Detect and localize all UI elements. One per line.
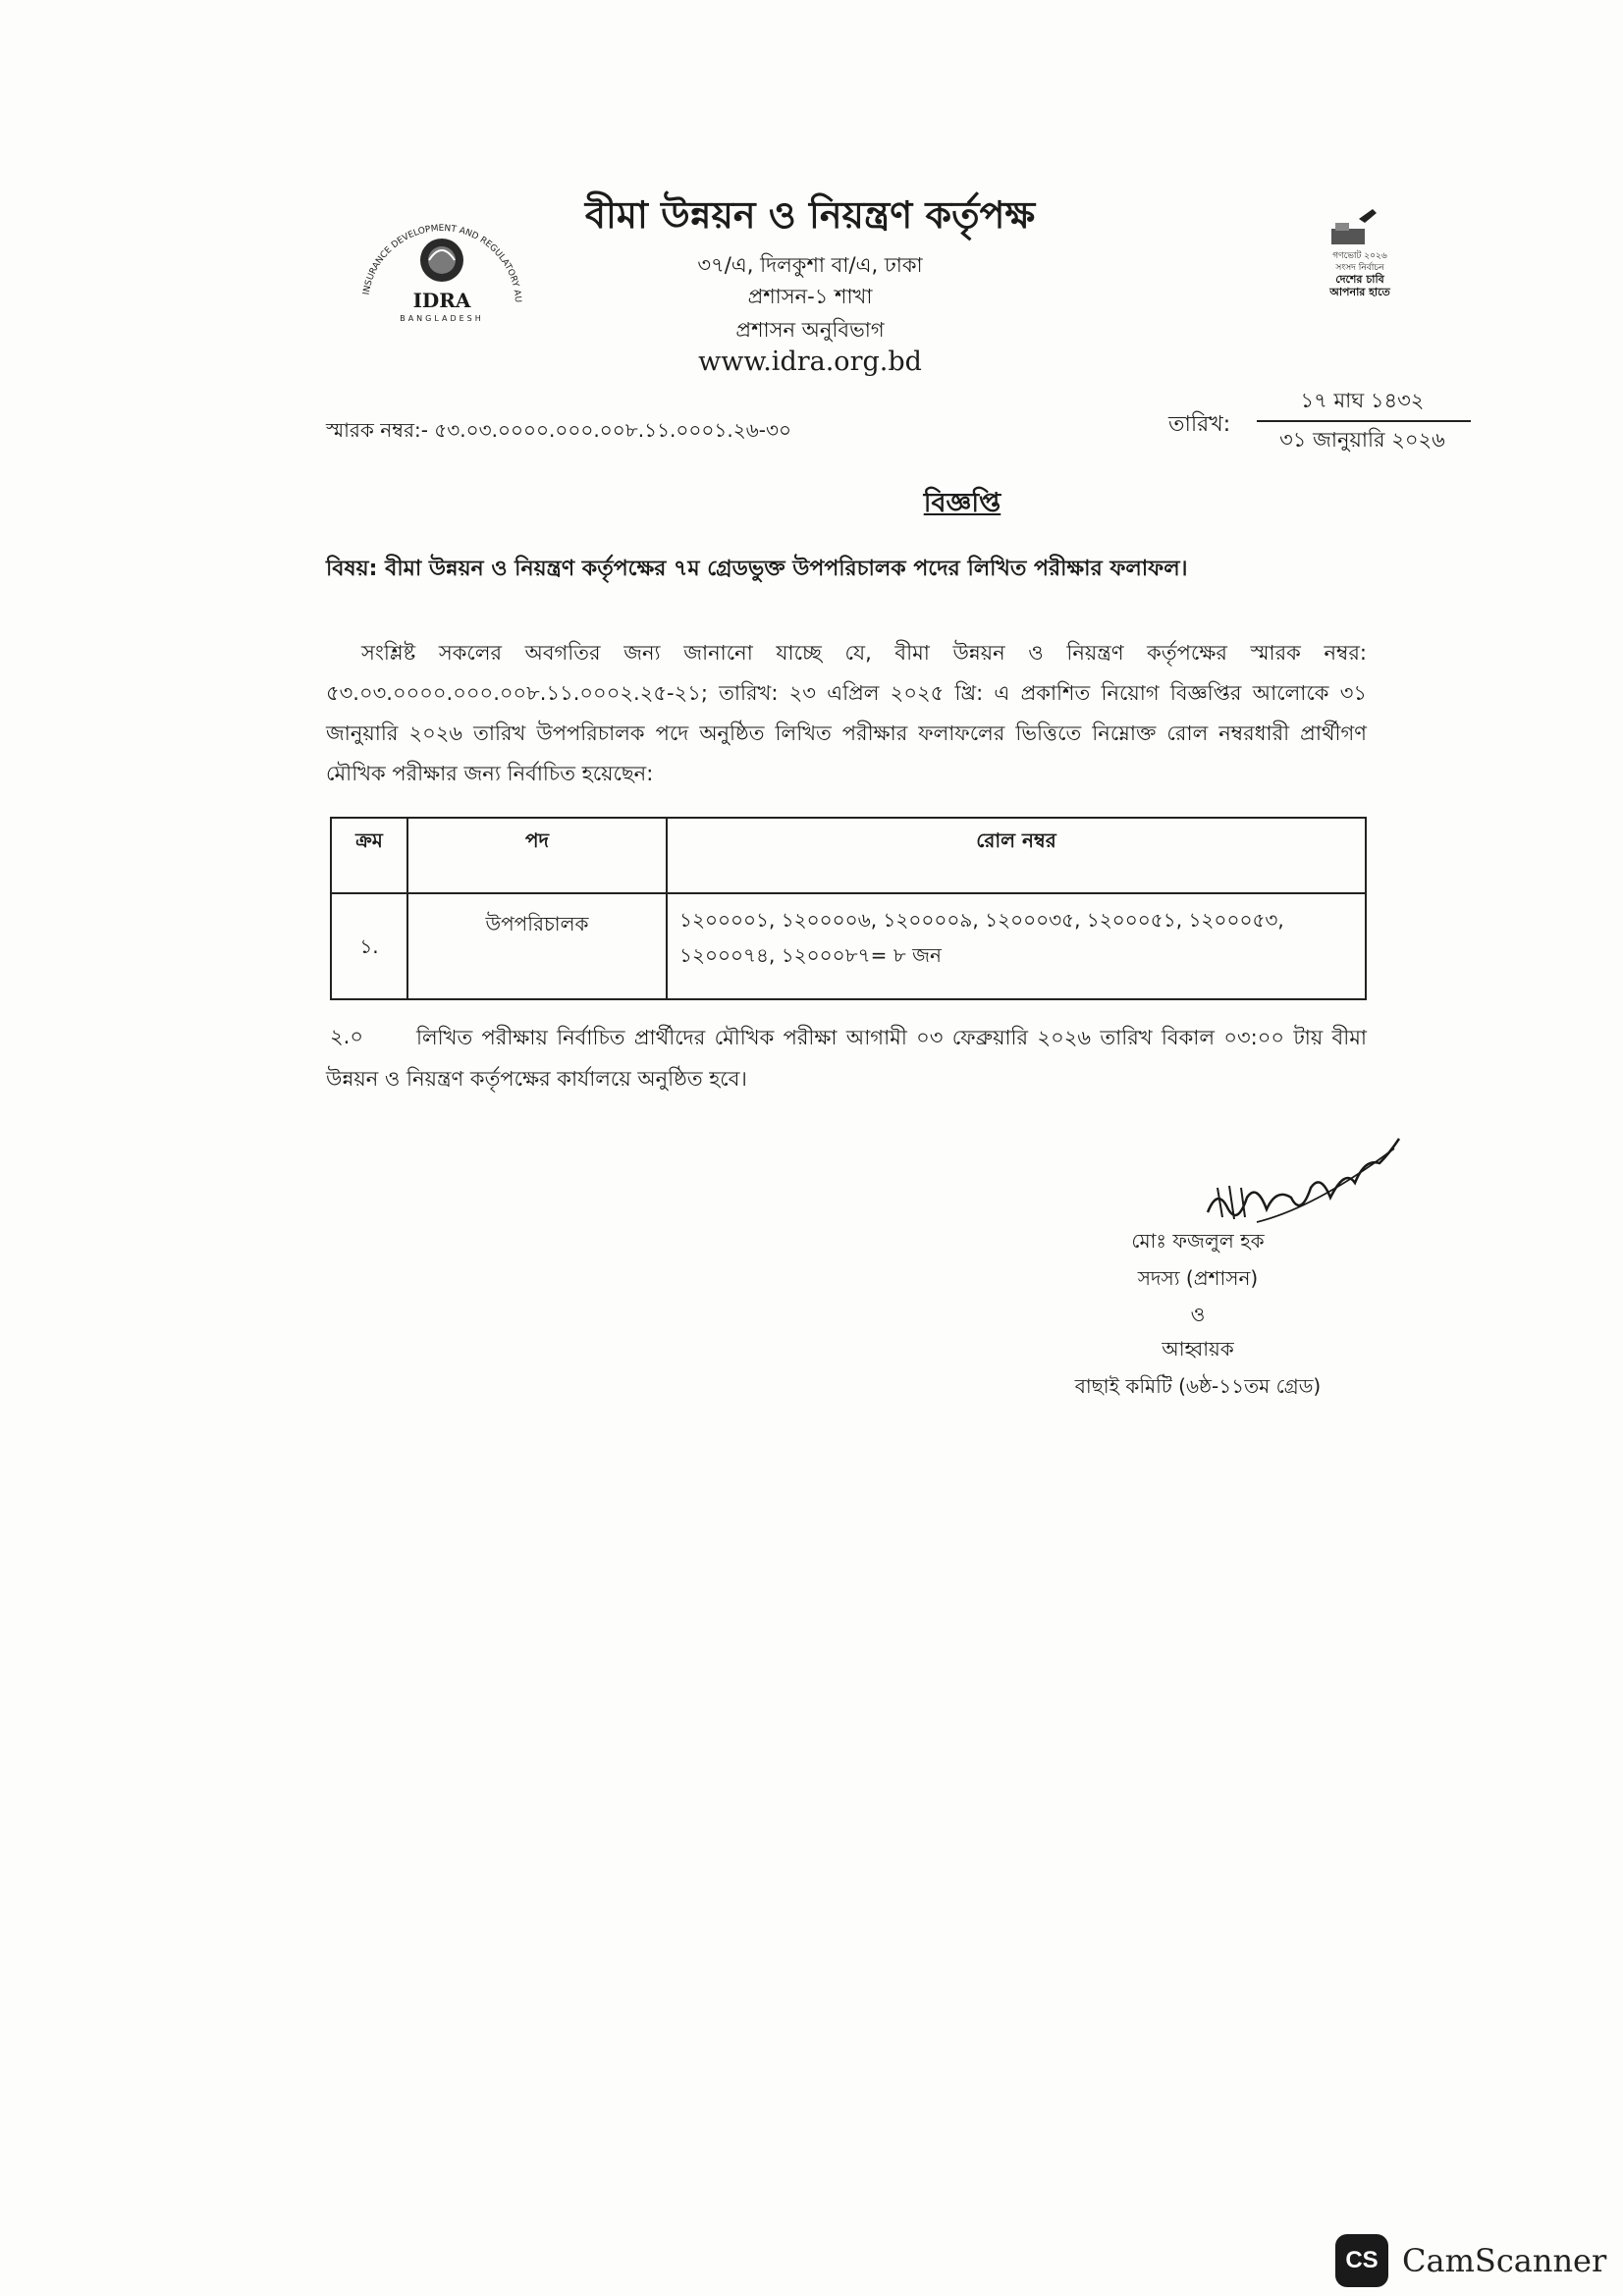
camscanner-watermark (1335, 2232, 1606, 2289)
para2-text: লিখিত পরীক্ষায় নির্বাচিত প্রার্থীদের মৌখিক পরীক্ষা আগামী ০৩ ফেব্রুয়ারি ২০২৬ তারিখ বিকাল ০৩:০০ টায় বীমা উন্নয়ন ও নিয়ন্ত্রণ কর্তৃপক্ষের কার্যালয়ে অনুষ্ঠিত হবে। (326, 1026, 1367, 1091)
org-branch: প্রশাসন-১ শাখা (747, 285, 873, 308)
logo-arc-text: INSURANCE DEVELOPMENT AND REGULATORY AU (361, 223, 523, 303)
header-post: পদ (407, 818, 667, 893)
memo-number: স্মারক নম্বর:- ৫৩.০৩.০০০০.০০০.০০৮.১১.০০০১.২৬-৩০ (326, 418, 791, 442)
handwritten-signature (1198, 1129, 1409, 1237)
election-line1: গণভোট ২০২৬ (1332, 251, 1387, 261)
body-paragraph: সংশ্লিষ্ট সকলের অবগতির জন্য জানানো যাচ্ছে যে, বীমা উন্নয়ন ও নিয়ন্ত্রণ কর্তৃপক্ষের স্মারক নম্বর: ৫৩.০৩.০০০০.০০০.০০৮.১১.০০০২.২৫-২১; তারিখ: ২৩ এপ্রিল ২০২৫ খ্রি: এ প্রকাশিত নিয়োগ বিজ্ঞপ্তির আলোকে ৩১ জানুয়ারি ২০২৬ তারিখ উপপরিচালক পদে অনুষ্ঠিত লিখিত পরীক্ষার ফলাফলের ভিত্তিতে নিম্নোক্ত রোল নম্বরধারী প্রার্থীগণ মৌখিক পরীক্ষার জন্য নির্বাচিত হয়েছেন: (326, 641, 1367, 785)
election-logo (1296, 201, 1424, 309)
table-row (331, 893, 1366, 999)
subject-line: বিষয়: বীমা উন্নয়ন ও নিয়ন্ত্রণ কর্তৃপক্ষের ৭ম গ্রেডভুক্ত উপপরিচালক পদের লিখিত পরীক্ষার ফলাফল। (326, 557, 1188, 581)
logo-country: BANGLADESH (400, 314, 484, 323)
date-divider (1257, 420, 1471, 422)
roll-table (330, 817, 1367, 1000)
header-serial: ক্রম (331, 818, 407, 893)
camscanner-label: CamScanner (1402, 2242, 1607, 2279)
signatory-role: আহ্বায়ক (1162, 1337, 1234, 1361)
header-roll: রোল নম্বর (667, 818, 1366, 893)
org-name: বীমা উন্নয়ন ও নিয়ন্ত্রণ কর্তৃপক্ষ (584, 193, 1036, 237)
date-bangla: ১৭ মাঘ ১৪৩২ (1300, 389, 1425, 412)
election-line2: সংসদ নির্বাচন (1335, 263, 1384, 273)
election-line3: দেশের চাবি (1335, 273, 1384, 286)
date-label: তারিখ: (1168, 412, 1231, 437)
org-website[interactable]: www.idra.org.bd (698, 347, 922, 377)
cell-post: উপপরিচালক (407, 893, 667, 999)
idra-logo (339, 201, 545, 329)
camscanner-icon: CS (1335, 2234, 1388, 2287)
election-line4: আপনার হাতে (1329, 286, 1390, 298)
notice-title: বিজ্ঞপ্তি (923, 488, 1001, 518)
para2-number: ২.০ (330, 1025, 363, 1048)
logo-abbrev: IDRA (412, 289, 471, 312)
date-gregorian: ৩১ জানুয়ারি ২০২৬ (1279, 428, 1445, 452)
cell-serial: ১. (331, 893, 407, 999)
cell-rolls: ১২০০০০১, ১২০০০০৬, ১২০০০০৯, ১২০০০৩৫, ১২০০০৫১, ১২০০০৫৩, ১২০০০৭৪, ১২০০০৮৭= ৮ জন (667, 893, 1366, 999)
table-header-row (331, 818, 1366, 893)
signatory-committee: বাছাই কমিটি (৬ষ্ঠ-১১তম গ্রেড) (1074, 1374, 1322, 1398)
signatory-designation: সদস্য (প্রশাসন) (1137, 1266, 1259, 1290)
signatory-name: মোঃ ফজলুল হক (1131, 1229, 1265, 1253)
signatory-conjunction: ও (1190, 1303, 1206, 1326)
org-address: ৩৭/এ, দিলকুশা বা/এ, ঢাকা (697, 253, 923, 277)
org-section: প্রশাসন অনুবিভাগ (735, 318, 885, 342)
